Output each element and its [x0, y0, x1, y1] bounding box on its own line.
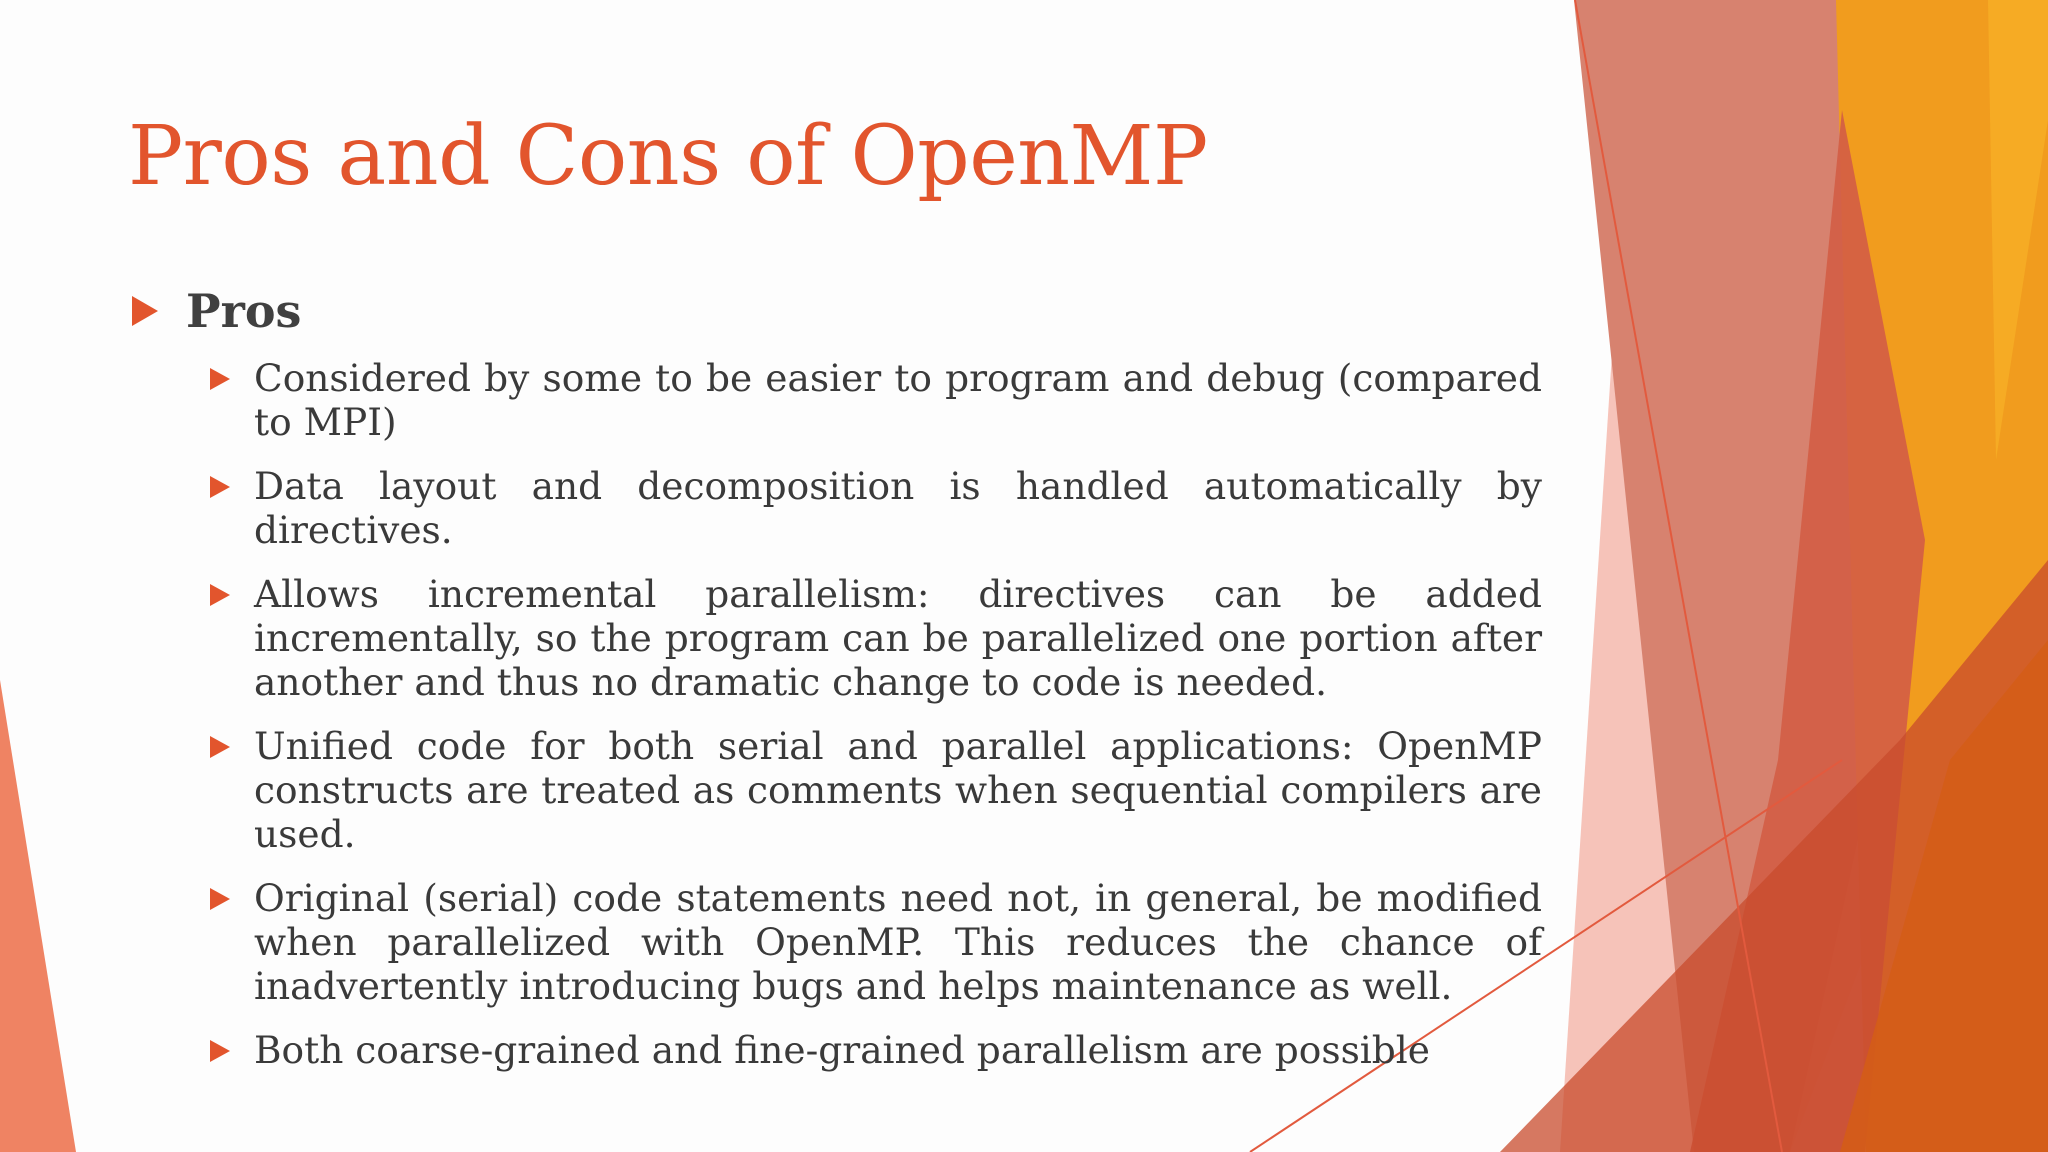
page-title: Pros and Cons of OpenMP	[128, 109, 1208, 204]
section-label: Pros	[186, 284, 302, 338]
list-item	[210, 724, 1542, 856]
bullet-text: Considered by some to be easier to program and debug (compared to MPI)	[254, 356, 1542, 444]
triangle-bullet-icon	[210, 736, 230, 758]
triangle-bullet-icon	[210, 1040, 230, 1062]
bullet-text: Original (serial) code statements need not, in general, be modified when parallelized with OpenMP. This reduces the chance of inadvertently introducing bugs and helps maintenance as well.	[254, 876, 1542, 1008]
bullet-list	[210, 356, 1542, 1092]
list-item	[210, 464, 1542, 552]
bullet-text: Data layout and decomposition is handled automatically by directives.	[254, 464, 1542, 552]
bullet-text: Unified code for both serial and parallel applications: OpenMP constructs are treated as comments when sequential compilers are used.	[254, 724, 1542, 856]
triangle-bullet-icon	[210, 888, 230, 910]
list-item	[210, 572, 1542, 704]
list-item	[210, 876, 1542, 1008]
bullet-text: Both coarse-grained and fine-grained parallelism are possible	[254, 1028, 1430, 1072]
section-heading	[132, 284, 301, 338]
list-item	[210, 356, 1542, 444]
list-item	[210, 1028, 1542, 1072]
triangle-bullet-icon	[210, 476, 230, 498]
triangle-bullet-icon	[210, 368, 230, 390]
bullet-text: Allows incremental parallelism: directives can be added incrementally, so the program can be parallelized one portion after another and thus no dramatic change to code is needed.	[254, 572, 1542, 704]
left-edge-shape	[0, 680, 76, 1152]
triangle-bullet-icon	[132, 296, 158, 326]
triangle-bullet-icon	[210, 584, 230, 606]
